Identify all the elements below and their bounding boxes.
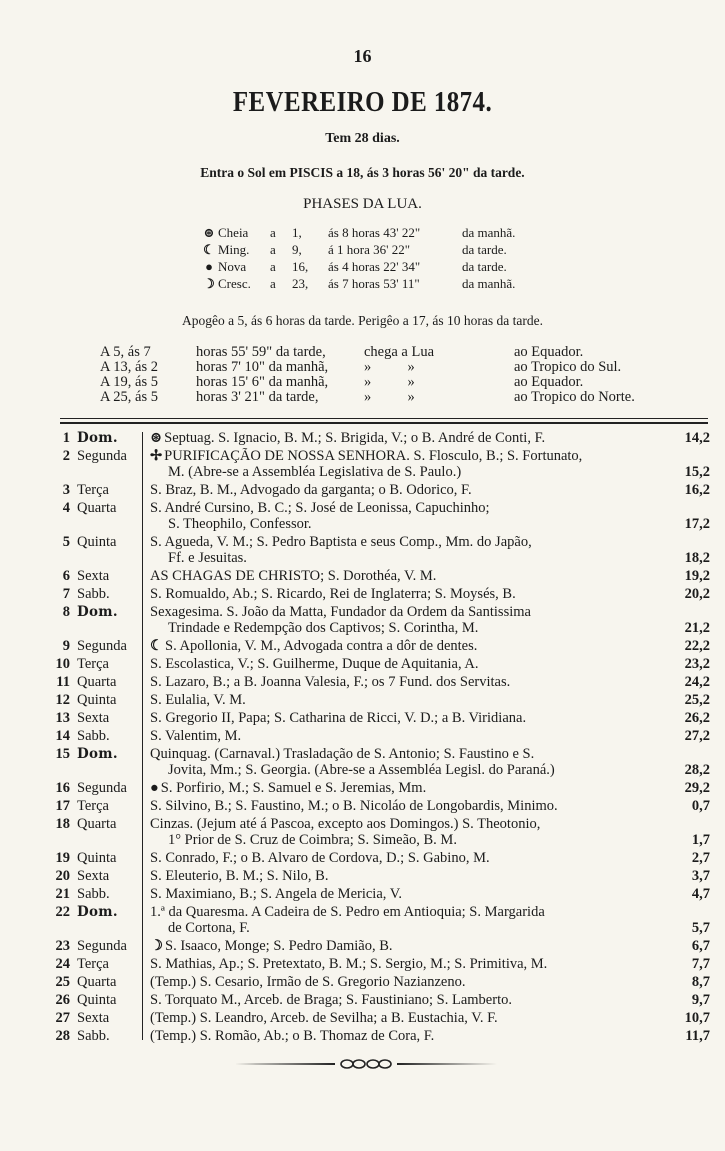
saints-line-text: M. (Abre-se a Assembléa Legislativa de S. Paulo.)	[168, 464, 462, 480]
full-moon-icon: ⊛	[203, 225, 215, 240]
saints-text	[150, 500, 658, 532]
saints-line-text: de Cortona, F.	[168, 920, 250, 936]
weekday: Sexta	[77, 868, 110, 884]
phase-time: á 1 hora 36' 22"	[328, 242, 411, 257]
saints-line	[150, 620, 658, 636]
saints-line-text: Jovita, Mm.; S. Georgia. (Abre-se a Assembléa Legisl. do Paraná.)	[168, 762, 555, 778]
saints-line	[150, 728, 658, 744]
saints-text	[150, 992, 658, 1008]
saints-line	[150, 638, 658, 654]
saints-line	[150, 568, 658, 584]
saints-line	[150, 448, 658, 464]
phase-day: 23,	[292, 276, 309, 291]
weekday: Quarta	[77, 816, 117, 832]
weekday: Quarta	[77, 500, 117, 516]
day-number: 9	[62, 638, 70, 654]
saints-line-text: Sexagesima. S. João da Matta, Fundador da Ordem da Santissima	[150, 604, 531, 620]
weekday: Segunda	[77, 448, 127, 464]
phase-name: Nova	[218, 259, 247, 274]
saints-line	[150, 656, 658, 672]
phase-time: ás 7 horas 53' 11"	[328, 276, 420, 291]
saints-line-text: Trindade e Redempção dos Captivos; S. Corintha, M.	[168, 620, 479, 636]
saints-line	[150, 816, 658, 832]
day-number: 10	[55, 656, 70, 672]
saints-line	[150, 780, 658, 796]
day-number: 17	[55, 798, 70, 814]
weekday: Dom.	[77, 604, 118, 620]
saints-text	[150, 586, 658, 602]
day-number: 2	[62, 448, 70, 464]
last-quarter-icon: ☾	[203, 242, 215, 257]
sun-entry-line: Entra o Sol em PISCIS a 18, ás 3 horas 56' 20" da tarde.	[200, 165, 525, 180]
day-number: 28	[55, 1028, 70, 1044]
saints-line-text: (Temp.) S. Cesario, Irmão de S. Gregorio Nazianzeno.	[150, 974, 466, 990]
phase-name: Cheia	[218, 225, 249, 240]
weekday: Sabb.	[77, 1028, 110, 1044]
saints-line	[150, 850, 658, 866]
saints-line-text: (Temp.) S. Romão, Ab.; o B. Thomaz de Cora, F.	[150, 1028, 435, 1044]
tide-number: 18,2	[684, 550, 710, 566]
equator-mid: » »	[364, 389, 415, 405]
day-number: 3	[62, 482, 70, 498]
equator-date: A 13, ás 2	[100, 359, 158, 375]
new-moon-icon: ●	[205, 259, 213, 274]
phase-name: Cresc.	[218, 276, 251, 291]
saints-text	[150, 710, 658, 726]
saints-line	[150, 516, 658, 532]
phase-a: a	[270, 276, 276, 291]
weekday: Quarta	[77, 974, 117, 990]
moon-phase-row	[200, 258, 507, 275]
weekday: Quinta	[77, 534, 117, 550]
tide-number: 6,7	[691, 938, 710, 954]
saints-line-text: PURIFICAÇÃO DE NOSSA SENHORA. S. Flosculo, B.; S. Fortunato,	[164, 448, 583, 464]
weekday: Sexta	[77, 568, 110, 584]
saints-text	[150, 886, 658, 902]
tide-number: 25,2	[684, 692, 710, 708]
day-number: 4	[62, 500, 70, 516]
phase-time: ás 8 horas 43' 22"	[328, 225, 421, 240]
saints-line	[150, 956, 658, 972]
saints-line	[150, 500, 658, 516]
day-number: 25	[55, 974, 70, 990]
saints-line	[150, 710, 658, 726]
saints-line-text: AS CHAGAS DE CHRISTO; S. Dorothéa, V. M.	[150, 568, 437, 584]
saints-line	[150, 1010, 658, 1026]
weekday: Terça	[77, 656, 109, 672]
saints-line-text: S. Romualdo, Ab.; S. Ricardo, Rei de Inglaterra; S. Moysés, B.	[150, 586, 516, 602]
weekday: Sexta	[77, 710, 110, 726]
saints-text	[150, 904, 658, 936]
phase-day: 16,	[292, 259, 309, 274]
saints-line-text: S. Lazaro, B.; a B. Joanna Valesia, F.; os 7 Fund. dos Servitas.	[150, 674, 511, 690]
saints-line-text: 1° Prior de S. Cruz de Coimbra; S. Simeão, B. M.	[168, 832, 457, 848]
saints-line-text: S. Eulalia, V. M.	[150, 692, 246, 708]
saints-text	[150, 938, 658, 954]
day-number: 5	[62, 534, 70, 550]
weekday: Quinta	[77, 992, 117, 1008]
saints-line-text: S. Conrado, F.; o B. Alvaro de Cordova, D.; S. Gabino, M.	[150, 850, 490, 866]
equator-time: horas 3' 21" da tarde,	[196, 389, 319, 405]
day-number: 20	[55, 868, 70, 884]
tide-number: 7,7	[691, 956, 710, 972]
day-number: 6	[62, 568, 70, 584]
phase-a: a	[270, 242, 276, 257]
equator-date: A 5, ás 7	[100, 344, 151, 360]
saints-text	[150, 656, 658, 672]
day-number: 16	[55, 780, 70, 796]
phase-name: Ming.	[218, 242, 250, 257]
phase-period: da manhã.	[462, 276, 516, 291]
equator-dest: ao Tropico do Norte.	[514, 389, 635, 405]
weekday: Sabb.	[77, 728, 110, 744]
day-number: 7	[62, 586, 70, 602]
saints-line	[150, 762, 658, 778]
day-number: 22	[55, 904, 70, 920]
saints-line-text: (Temp.) S. Leandro, Arceb. de Sevilha; a B. Eustachia, V. F.	[150, 1010, 498, 1026]
moon-phase-row	[200, 224, 515, 241]
calendar-column-divider	[142, 432, 143, 1040]
equator-time: horas 7' 10" da manhã,	[196, 359, 329, 375]
weekday: Sabb.	[77, 586, 110, 602]
saints-line-text: Quinquag. (Carnaval.) Trasladação de S. Antonio; S. Faustino e S.	[150, 746, 535, 762]
day-number: 26	[55, 992, 70, 1008]
tide-number: 24,2	[684, 674, 710, 690]
day-number: 15	[55, 746, 70, 762]
tide-number: 3,7	[691, 868, 710, 884]
equator-dest: ao Tropico do Sul.	[514, 359, 622, 375]
equator-date: A 19, ás 5	[100, 374, 158, 390]
saints-text	[150, 534, 658, 566]
tide-number: 20,2	[684, 586, 710, 602]
equator-time: horas 55' 59" da tarde,	[196, 344, 326, 360]
saints-line	[150, 832, 658, 848]
saints-text	[150, 638, 658, 654]
equator-row	[100, 344, 583, 360]
day-number: 14	[55, 728, 70, 744]
saints-line-text: S. Porfirio, M.; S. Samuel e S. Jeremias, Mm.	[160, 780, 427, 796]
phase-time: ás 4 horas 22' 34"	[328, 259, 421, 274]
equator-mid: » »	[364, 374, 415, 390]
equator-time: horas 15' 6" da manhã,	[196, 374, 329, 390]
day-number: 27	[55, 1010, 70, 1026]
saints-line	[150, 886, 658, 902]
saints-line	[150, 692, 658, 708]
saints-text	[150, 568, 658, 584]
days-count: Tem 28 dias.	[325, 131, 400, 146]
phase-day: 9,	[292, 242, 302, 257]
saints-line-text: Septuag. S. Ignacio, B. M.; S. Brigida, V.; o B. André de Conti, F.	[164, 430, 546, 446]
saints-line-text: S. Eleuterio, B. M.; S. Nilo, B.	[150, 868, 329, 884]
weekday: Terça	[77, 798, 109, 814]
tide-number: 5,7	[691, 920, 710, 936]
day-number: 1	[62, 430, 70, 446]
tide-number: 15,2	[684, 464, 710, 480]
saints-line-text: S. Escolastica, V.; S. Guilherme, Duque de Aquitania, A.	[150, 656, 479, 672]
saints-line	[150, 586, 658, 602]
equator-row	[100, 374, 583, 390]
saints-line	[150, 1028, 658, 1044]
saints-text	[150, 780, 658, 796]
equator-date: A 25, ás 5	[100, 389, 158, 405]
day-number: 21	[55, 886, 70, 902]
saints-text	[150, 1010, 658, 1026]
ornament-rule-icon	[235, 1058, 497, 1070]
tide-number: 26,2	[684, 710, 710, 726]
saints-text	[150, 692, 658, 708]
day-number: 8	[62, 604, 70, 620]
moon-phase-icon: ☽	[150, 938, 163, 954]
equator-row	[100, 389, 635, 405]
saints-line-text: S. Apollonia, V. M., Advogada contra a dôr de dentes.	[165, 638, 478, 654]
saints-text	[150, 604, 658, 636]
saints-text	[150, 798, 658, 814]
day-number: 11	[56, 674, 70, 690]
moon-phase-icon: ●	[150, 780, 159, 796]
weekday: Sexta	[77, 1010, 110, 1026]
saints-line-text: S. Theophilo, Confessor.	[168, 516, 312, 532]
weekday: Dom.	[77, 430, 118, 446]
saints-line	[150, 798, 658, 814]
tide-number: 2,7	[691, 850, 710, 866]
saints-line-text: S. Braz, B. M., Advogado da garganta; o B. Odorico, F.	[150, 482, 472, 498]
tide-number: 1,7	[691, 832, 710, 848]
saints-line	[150, 992, 658, 1008]
saints-line	[150, 868, 658, 884]
phase-day: 1,	[292, 225, 302, 240]
saints-line	[150, 746, 658, 762]
equator-mid: chega a Lua	[364, 344, 435, 360]
equator-mid: » »	[364, 359, 415, 375]
weekday: Sabb.	[77, 886, 110, 902]
phase-period: da tarde.	[462, 259, 507, 274]
saints-line	[150, 550, 658, 566]
saints-line	[150, 464, 658, 480]
tide-number: 29,2	[684, 780, 710, 796]
moon-phases-heading: PHASES DA LUA.	[303, 196, 422, 212]
day-number: 23	[55, 938, 70, 954]
saints-text	[150, 482, 658, 498]
saints-text	[150, 1028, 658, 1044]
day-number: 12	[55, 692, 70, 708]
moon-phase-icon: ☾	[150, 638, 163, 654]
weekday: Dom.	[77, 904, 118, 920]
tide-number: 21,2	[684, 620, 710, 636]
saints-line-text: S. Torquato M., Arceb. de Braga; S. Faustiniano; S. Lamberto.	[150, 992, 512, 1008]
tide-number: 23,2	[684, 656, 710, 672]
weekday: Terça	[77, 956, 109, 972]
saints-line-text: S. Isaaco, Monge; S. Pedro Damião, B.	[165, 938, 393, 954]
day-number: 19	[55, 850, 70, 866]
saints-line	[150, 974, 658, 990]
saints-line-text: S. Gregorio II, Papa; S. Catharina de Ricci, V. D.; a B. Viridiana.	[150, 710, 527, 726]
saints-text	[150, 974, 658, 990]
divider-top-thick	[60, 422, 708, 424]
equator-row	[100, 359, 621, 375]
weekday: Segunda	[77, 938, 127, 954]
tide-number: 17,2	[684, 516, 710, 532]
moon-phase-icon: ⊛	[150, 430, 163, 446]
tide-number: 11,7	[685, 1028, 710, 1044]
tide-number: 8,7	[691, 974, 710, 990]
saints-line	[150, 920, 658, 936]
tide-number: 28,2	[684, 762, 710, 778]
saints-line-text: S. Maximiano, B.; S. Angela de Mericia, V.	[150, 886, 402, 902]
phase-period: da tarde.	[462, 242, 507, 257]
page-title: FEVEREIRO DE 1874.	[232, 86, 493, 118]
moon-phase-row	[200, 241, 507, 258]
saints-text	[150, 448, 658, 480]
saints-line	[150, 674, 658, 690]
tide-number: 10,7	[684, 1010, 710, 1026]
saints-line-text: S. Mathias, Ap.; S. Pretextato, B. M.; S. Sergio, M.; S. Primitiva, M.	[150, 956, 548, 972]
saints-line-text: S. Agueda, V. M.; S. Pedro Baptista e seus Comp., Mm. do Japão,	[150, 534, 532, 550]
tide-number: 22,2	[684, 638, 710, 654]
saints-line	[150, 430, 658, 446]
equator-dest: ao Equador.	[514, 344, 584, 360]
weekday: Quarta	[77, 674, 117, 690]
tide-number: 0,7	[691, 798, 710, 814]
weekday: Dom.	[77, 746, 118, 762]
saints-text	[150, 868, 658, 884]
tide-number: 14,2	[684, 430, 710, 446]
moon-phase-icon: ✢	[150, 448, 163, 464]
tide-number: 27,2	[684, 728, 710, 744]
saints-line	[150, 482, 658, 498]
saints-text	[150, 746, 658, 778]
saints-text	[150, 430, 658, 446]
saints-line	[150, 904, 658, 920]
saints-line	[150, 534, 658, 550]
saints-line	[150, 604, 658, 620]
phase-a: a	[270, 225, 276, 240]
saints-line-text: Ff. e Jesuitas.	[168, 550, 247, 566]
phase-a: a	[270, 259, 276, 274]
phase-period: da manhã.	[462, 225, 516, 240]
saints-line-text: S. André Cursino, B. C.; S. José de Leonissa, Capuchinho;	[150, 500, 490, 516]
weekday: Segunda	[77, 638, 127, 654]
first-quarter-icon: ☽	[203, 276, 215, 291]
day-number: 24	[55, 956, 70, 972]
tide-number: 4,7	[691, 886, 710, 902]
tide-number: 19,2	[684, 568, 710, 584]
weekday: Terça	[77, 482, 109, 498]
weekday: Segunda	[77, 780, 127, 796]
saints-line	[150, 938, 658, 954]
saints-text	[150, 674, 658, 690]
divider-top	[60, 418, 708, 419]
saints-line-text: S. Silvino, B.; S. Faustino, M.; o B. Nicoláo de Longobardis, Minimo.	[150, 798, 558, 814]
weekday: Quinta	[77, 692, 117, 708]
tide-number: 9,7	[691, 992, 710, 1008]
saints-text	[150, 728, 658, 744]
saints-text	[150, 816, 658, 848]
moon-phase-row	[200, 275, 515, 292]
tide-number: 16,2	[684, 482, 710, 498]
saints-text	[150, 956, 658, 972]
saints-line-text: S. Valentim, M.	[150, 728, 242, 744]
day-number: 18	[55, 816, 70, 832]
day-number: 13	[55, 710, 70, 726]
saints-line-text: 1.ª da Quaresma. A Cadeira de S. Pedro em Antioquia; S. Margarida	[150, 904, 545, 920]
apogee-perigee-line: Apogêo a 5, ás 6 horas da tarde. Perigêo a 17, ás 10 horas da tarde.	[181, 313, 543, 328]
saints-line-text: Cinzas. (Jejum até á Pascoa, excepto aos Domingos.) S. Theotonio,	[150, 816, 541, 832]
weekday: Quinta	[77, 850, 117, 866]
equator-dest: ao Equador.	[514, 374, 584, 390]
saints-text	[150, 850, 658, 866]
page-number: 16	[353, 46, 372, 66]
